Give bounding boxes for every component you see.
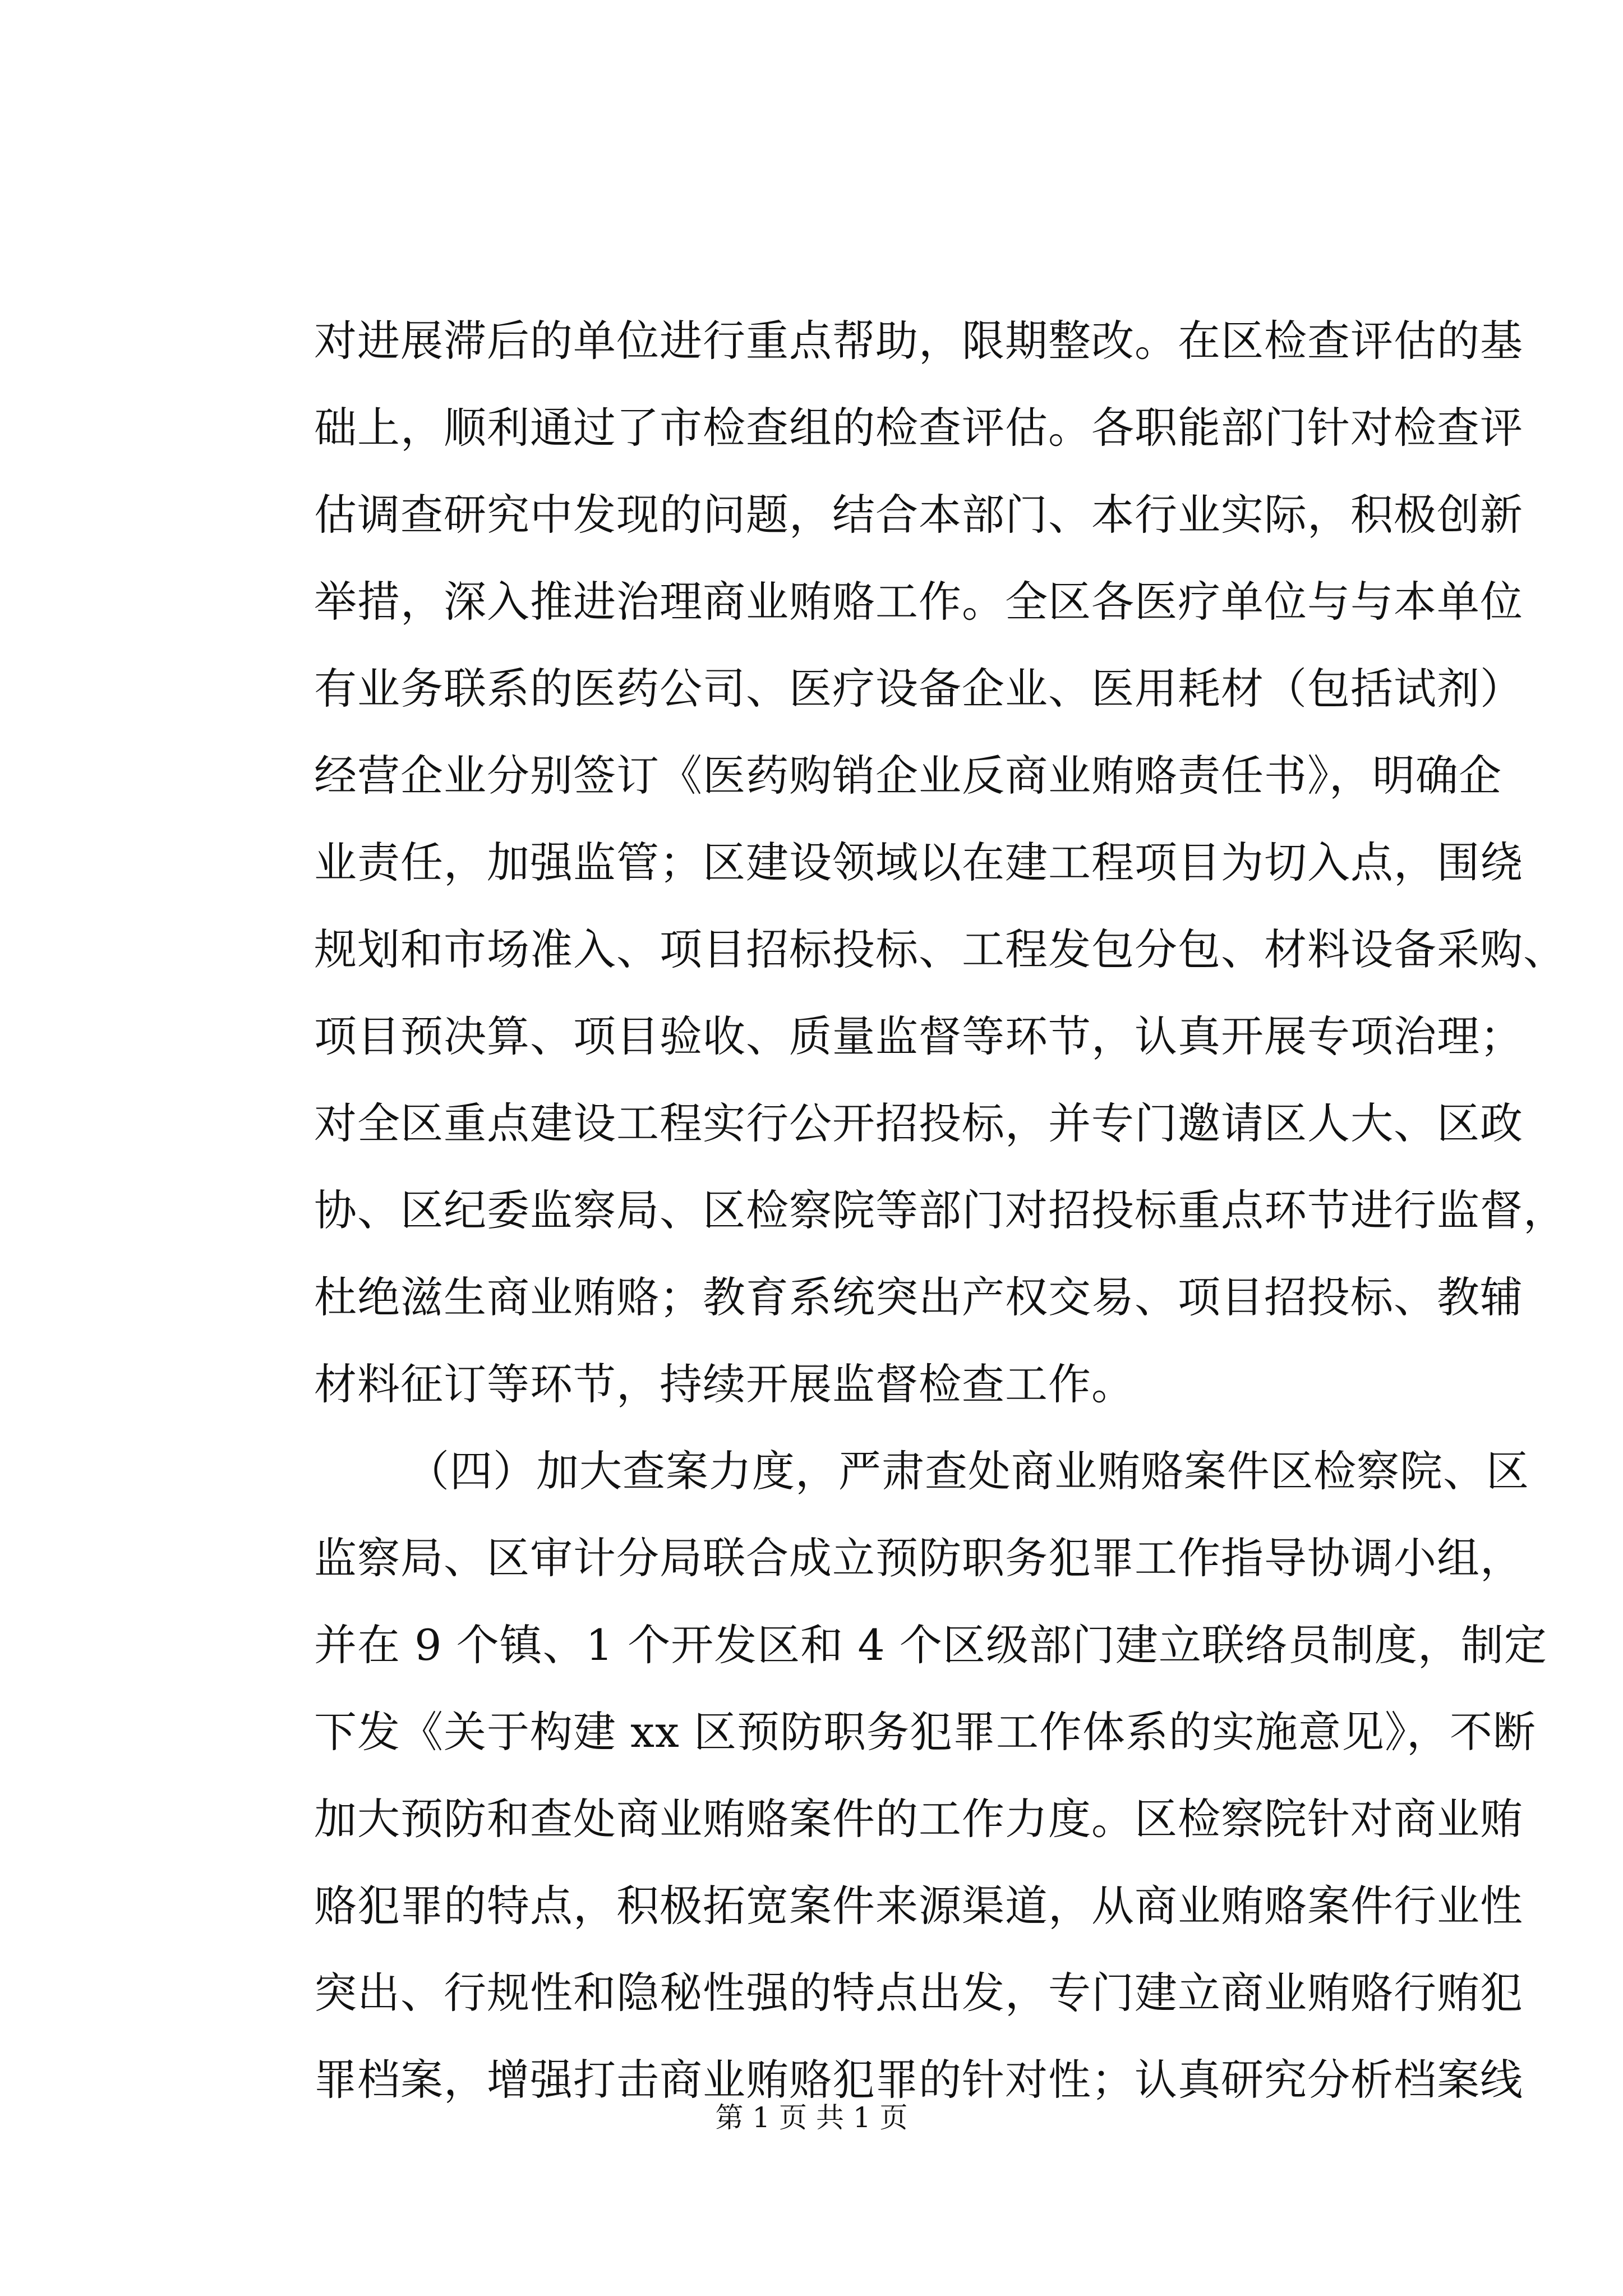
text-line: 对进展滞后的单位进行重点帮助，限期整改。在区检查评估的基: [314, 316, 1523, 366]
text-line: 杜绝滋生商业贿赂；教育系统突出产权交易、项目招投标、教辅: [314, 1272, 1523, 1322]
paragraph-1: [314, 297, 1566, 1428]
text-line: 规划和市场准入、项目招标投标、工程发包分包、材料设备采购、: [314, 924, 1566, 974]
text-line: 业责任，加强监管；区建设领域以在建工程项目为切入点，围绕: [314, 838, 1523, 887]
text-line: 突出、行规性和隐秘性强的特点出发，专门建立商业贿赂行贿犯: [314, 1968, 1523, 2018]
text-line: 下发《关于构建 xx 区预防职务犯罪工作体系的实施意见》，不断: [314, 1707, 1537, 1757]
text-line: 赂犯罪的特点，积极拓宽案件来源渠道，从商业贿赂案件行业性: [314, 1881, 1523, 1931]
paragraph-2: [314, 1428, 1547, 2123]
text-line: 加大预防和查处商业贿赂案件的工作力度。区检察院针对商业贿: [314, 1794, 1523, 1844]
page-footer: [0, 2098, 1623, 2137]
text-line: （四）加大查案力度，严肃查处商业贿赂案件区检察院、区: [407, 1446, 1529, 1496]
text-line: 材料征订等环节，持续开展监督检查工作。: [314, 1359, 1135, 1409]
text-line: 举措，深入推进治理商业贿赂工作。全区各医疗单位与与本单位: [314, 577, 1523, 627]
page-number-label: 第 1 页 共 1 页: [715, 2101, 908, 2134]
text-line: 罪档案，增强打击商业贿赂犯罪的针对性；认真研究分析档案线: [314, 2055, 1523, 2105]
text-line: 对全区重点建设工程实行公开招投标，并专门邀请区人大、区政: [314, 1098, 1523, 1148]
text-line: 估调查研究中发现的问题，结合本部门、本行业实际，积极创新: [314, 490, 1523, 540]
text-line: 经营企业分别签订《医药购销企业反商业贿赂责任书》，明确企: [314, 751, 1502, 800]
text-line: 并在 9 个镇、1 个开发区和 4 个区级部门建立联络员制度，制定: [314, 1620, 1547, 1670]
document-body: [314, 297, 1566, 2123]
text-line: 有业务联系的医药公司、医疗设备企业、医用耗材（包括试剂）: [314, 664, 1523, 714]
text-line: 础上，顺利通过了市检查组的检查评估。各职能部门针对检查评: [314, 403, 1523, 453]
text-line: 项目预决算、项目验收、质量监督等环节，认真开展专项治理；: [314, 1011, 1523, 1061]
text-line: 监察局、区审计分局联合成立预防职务犯罪工作指导协调小组，: [314, 1533, 1523, 1583]
text-line: 协、区纪委监察局、区检察院等部门对招投标重点环节进行监督，: [314, 1185, 1566, 1235]
